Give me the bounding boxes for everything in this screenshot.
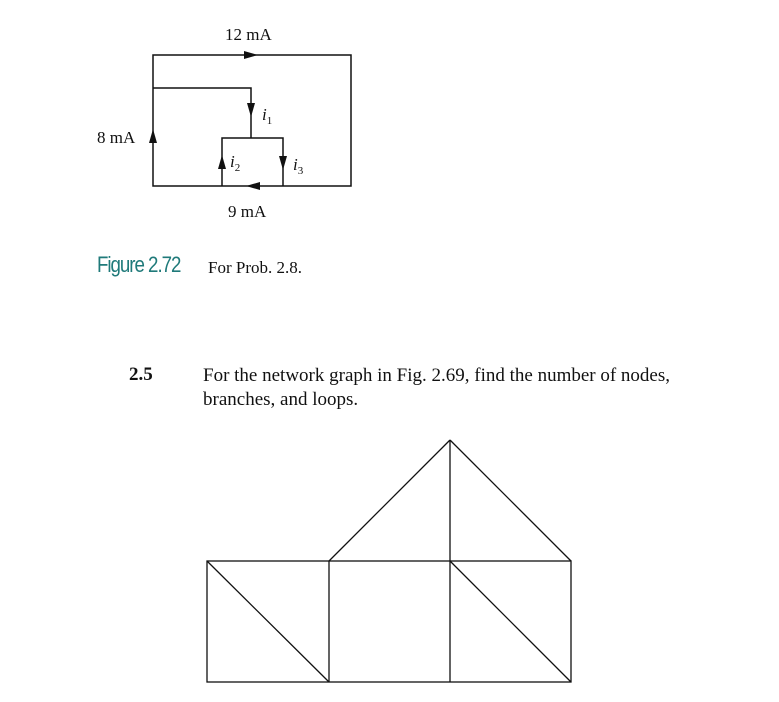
figure-caption: For Prob. 2.8. (208, 258, 302, 277)
arrow-8ma (149, 129, 157, 143)
arrow-i1 (247, 103, 255, 117)
graph-diag-1 (207, 561, 329, 682)
label-i3: $i_3$ (293, 155, 304, 177)
arrow-12ma (244, 51, 258, 59)
problem-number: 2.5 (129, 364, 153, 385)
graph-diag-2 (450, 561, 571, 682)
inner-wire (153, 88, 251, 138)
graph-bottom-rect (207, 561, 571, 682)
arrow-i3 (279, 156, 287, 170)
figure-label: Figure 2.72 (97, 252, 181, 277)
arrow-i2 (218, 155, 226, 169)
network-graph (0, 420, 779, 702)
label-i2: $i_2$ (230, 152, 241, 174)
label-8ma: 8 mA (97, 128, 136, 147)
graph-roof-right (450, 440, 571, 561)
problem-text: For the network graph in Fig. 2.69, find the number of nodes, branches, and loops. (203, 365, 671, 410)
graph-roof-left (329, 440, 450, 561)
label-i1: $i_1$ (262, 105, 273, 127)
arrow-9ma (246, 182, 260, 190)
label-12ma: 12 mA (225, 25, 272, 44)
label-9ma: 9 mA (228, 202, 267, 221)
outer-loop (153, 55, 351, 186)
